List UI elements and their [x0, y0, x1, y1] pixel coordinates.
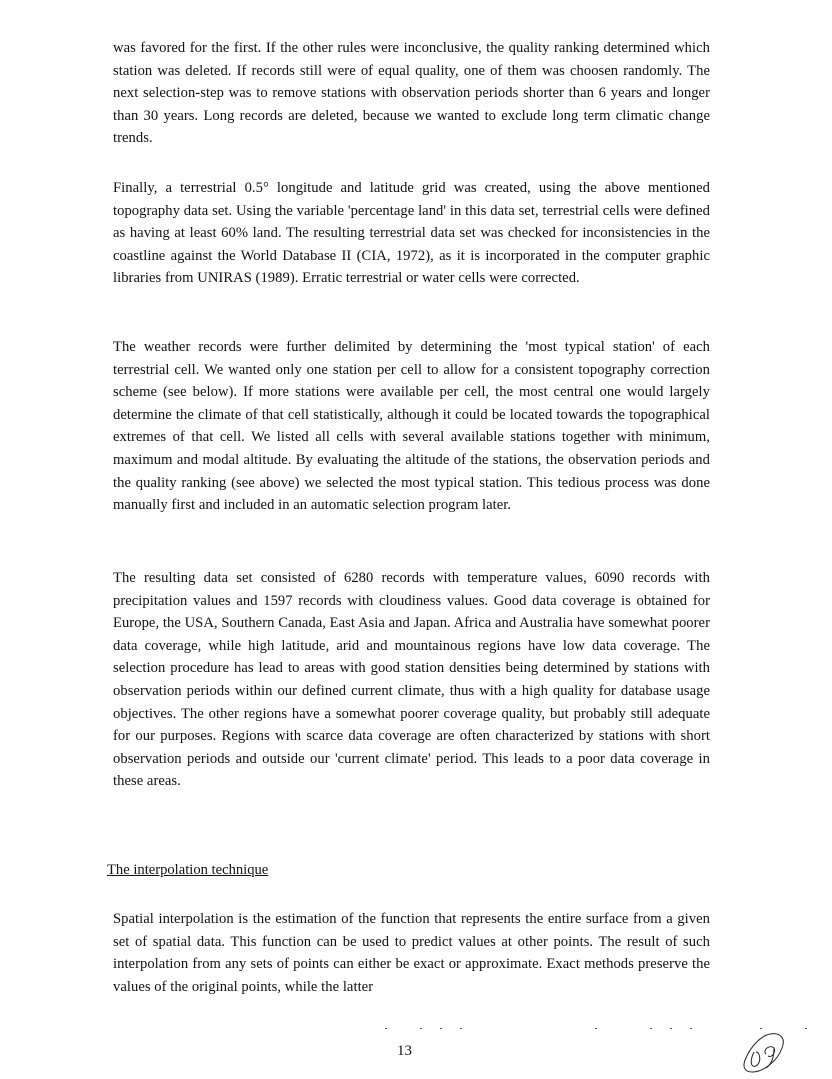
paragraph-terrestrial-grid: Finally, a terrestrial 0.5° longitude and latitude grid was created, using the above mentioned topography data set. Using the variable 'percentage land' in this data set, terrestrial cells were defined as having at least 60% land. The resulting terrestrial data set was checked for inconsistencies in the coastline against the World Database II (CIA, 1972), as it is incorporated in the computer graphic libraries from UNIRAS (1989). Erratic terrestrial or water cells were corrected. — [113, 180, 710, 287]
page-number: 13 — [397, 1043, 412, 1059]
scan-noise-dots — [0, 1028, 832, 1030]
paragraph-data-coverage: The resulting data set consisted of 6280 records with temperature values, 6090 records with precipitation values and 1597 records with cloudiness values. Good data coverage is obtained for Europe, the USA, Southern Canada, East Asia and Japan. Africa and Australia have somewhat poorer data coverage, while high latitude, arid and mountainous regions have low data coverage. The selection procedure has lead to areas with good station densities being determined by stations with observation periods within our defined current climate, thus with a high quality for database usage objectives. The other regions have a somewhat poorer coverage quality, but probably still adequate for our purposes. Regions with scarce data coverage are often characterized by stations with short observation periods and outside our 'current climate' period. This leads to a poor data coverage in these areas. — [113, 570, 710, 790]
paragraph-interpolation: Spatial interpolation is the estimation of the function that represents the entire surface from a given set of spatial data. This function can be used to predict values at other points. The result of such interpolation from any sets of points can either be exact or approximate. Exact methods preserve the values of the original points, while the latter — [113, 911, 710, 995]
handwritten-page-mark-icon — [740, 1030, 788, 1074]
paragraph-station-deletion: was favored for the first. If the other rules were inconclusive, the quality ranking determined which station was deleted. If records still were of equal quality, one of them was choosen randomly. The next selection-step was to remove stations with observation periods shorter than 6 years and longer than 30 years. Long records are deleted, because we wanted to exclude long term climatic change trends. — [113, 40, 710, 147]
paragraph-typical-station: The weather records were further delimited by determining the 'most typical station' of each terrestrial cell. We wanted only one station per cell to allow for a consistent topography correction scheme (see below). If more stations were available per cell, the most central one would largely determine the climate of that cell statistically, although it could be located towards the topographical extremes of that cell. We listed all cells with several available stations together with minimum, maximum and modal altitude. By evaluating the altitude of the stations, the observation periods and the quality ranking (see above) we selected the most typical station. This tedious process was done manually first and included in an automatic selection program later. — [113, 339, 710, 514]
section-heading: The interpolation technique — [107, 862, 269, 878]
